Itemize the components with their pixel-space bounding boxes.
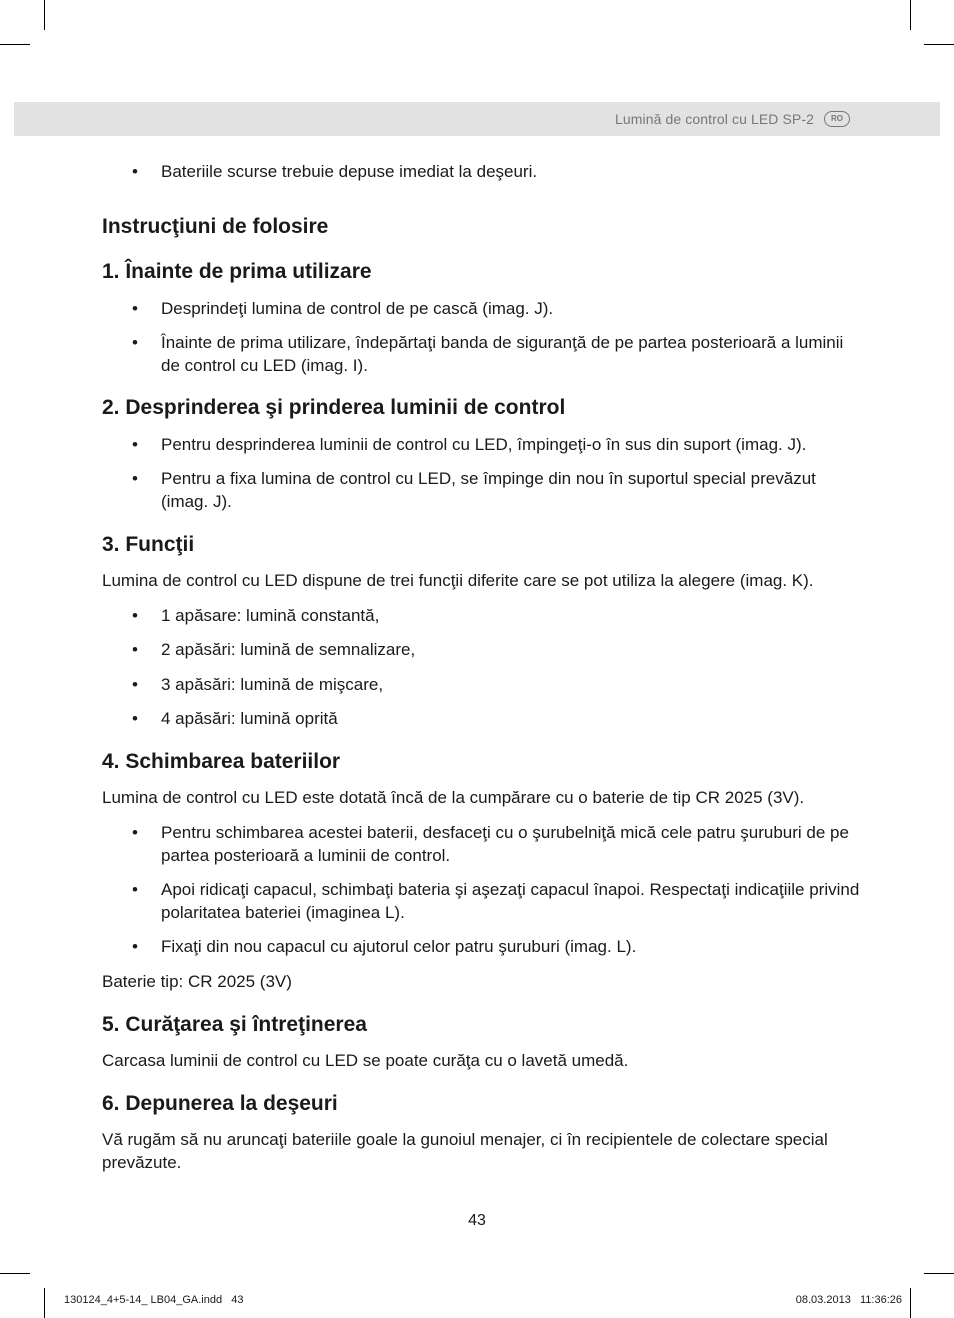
crop-mark xyxy=(0,1273,30,1274)
bullet-icon: • xyxy=(132,709,138,728)
section-heading: 5. Curăţarea şi întreţinerea xyxy=(102,1013,367,1036)
section-text: Lumina de control cu LED este dotată încă de la cumpărare cu o baterie de tip CR 2025 (3V). xyxy=(102,788,805,807)
crop-mark xyxy=(0,44,30,45)
list-item: • Desprindeţi lumina de control de pe cască (imag. J). xyxy=(132,299,554,318)
list-item: • Apoi ridicaţi capacul, schimbaţi bateria şi aşezaţi capacul înapoi. Respectaţi indicaţiile privind polaritatea bateriei (imaginea L). xyxy=(132,880,860,922)
bullet-icon: • xyxy=(132,937,138,956)
bullet-icon: • xyxy=(132,675,138,694)
list-item: • 3 apăsări: lumină de mişcare, xyxy=(132,675,384,694)
footer-datetime: 08.03.2013 11:36:26 xyxy=(795,1294,902,1306)
list-item: • 2 apăsări: lumină de semnalizare, xyxy=(132,640,416,659)
bullet-icon: • xyxy=(132,880,138,899)
section-heading: 3. Funcţii xyxy=(102,533,195,556)
crop-mark xyxy=(44,0,45,30)
bullet-icon: • xyxy=(132,640,138,659)
bullet-icon: • xyxy=(132,299,138,318)
list-item: • Înainte de prima utilizare, îndepărtaţi banda de siguranţă de pe partea posterioară a luminii de control cu LED (imag. I). xyxy=(132,333,844,375)
crop-mark xyxy=(924,1273,954,1274)
list-item: • Pentru a fixa lumina de control cu LED, se împinge din nou în suportul special prevăzut (imag. J). xyxy=(132,469,816,511)
bullet-icon: • xyxy=(132,435,138,454)
section-heading: 6. Depunerea la deşeuri xyxy=(102,1092,338,1115)
crop-mark xyxy=(924,44,954,45)
bullet-icon: • xyxy=(132,823,138,842)
crop-mark xyxy=(910,0,911,30)
section-text: Lumina de control cu LED dispune de trei funcţii diferite care se pot utiliza la alegere (imag. K). xyxy=(102,571,814,590)
header-title: Lumină de control cu LED SP-2 xyxy=(614,111,814,127)
bullet-icon: • xyxy=(132,162,138,181)
bullet-icon: • xyxy=(132,606,138,625)
list-item: • Bateriile scurse trebuie depuse imediat la deşeuri. xyxy=(132,162,538,181)
bullet-icon: • xyxy=(132,333,138,352)
section-text: Vă rugăm să nu aruncaţi bateriile goale la gunoiul menajer, ci în recipientele de colectare special prevăzute. xyxy=(102,1130,828,1172)
page-header xyxy=(14,102,940,136)
list-item: • Fixaţi din nou capacul cu ajutorul celor patru şuruburi (imag. L). xyxy=(132,937,637,956)
section-heading: 4. Schimbarea bateriilor xyxy=(102,750,341,773)
bullet-icon: • xyxy=(132,469,138,488)
list-item: • Pentru schimbarea acestei baterii, desfaceţi cu o şurubelniţă mică cele patru şuruburi de pe partea posterioară a luminii de control. xyxy=(132,823,849,865)
battery-type: Baterie tip: CR 2025 (3V) xyxy=(102,972,292,991)
page-number: 43 xyxy=(468,1212,486,1229)
section-heading: 1. Înainte de prima utilizare xyxy=(102,260,372,283)
footer-filename: 130124_4+5-14_ LB04_GA.indd 43 xyxy=(64,1294,244,1306)
list-item: • 4 apăsări: lumină oprită xyxy=(132,709,338,728)
language-badge: RO xyxy=(824,111,850,127)
section-text: Carcasa luminii de control cu LED se poate curăţa cu o lavetă umedă. xyxy=(102,1051,629,1070)
list-item: • Pentru desprinderea luminii de control cu LED, împingeţi-o în sus din suport (imag. J). xyxy=(132,435,807,454)
list-item: • 1 apăsare: lumină constantă, xyxy=(132,606,380,625)
crop-mark xyxy=(44,1288,45,1318)
crop-mark xyxy=(910,1288,911,1318)
section-heading: 2. Desprinderea şi prinderea luminii de control xyxy=(102,396,566,419)
page-title: Instrucţiuni de folosire xyxy=(102,215,329,238)
